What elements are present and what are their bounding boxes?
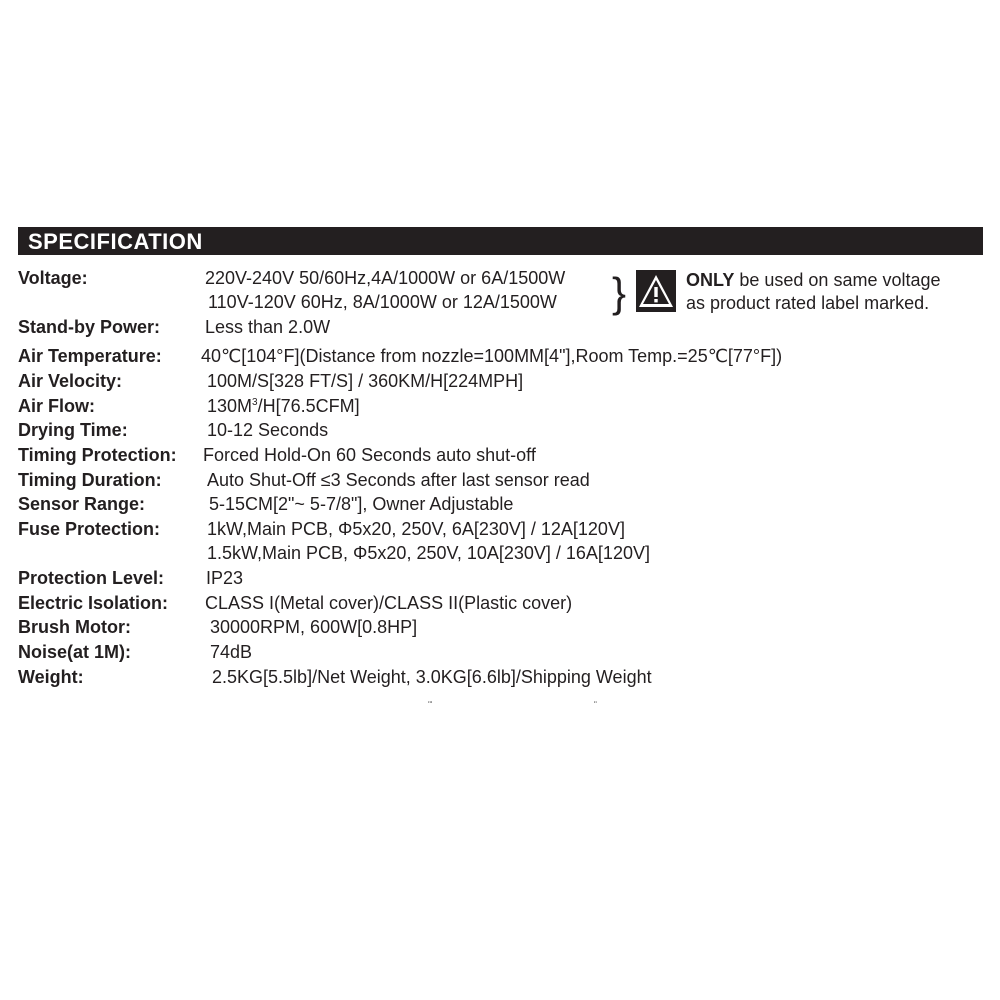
spec-label: Noise(at 1M):: [18, 642, 132, 662]
spec-row-noise: [0, 640, 1000, 664]
voltage-note-emphasis: ONLY: [686, 270, 735, 290]
spec-label: Fuse Protection:: [18, 519, 161, 539]
spec-row-weight: [0, 665, 1000, 689]
voltage-note-text: be used on same voltage: [734, 270, 941, 290]
cropped-text-remnants: [0, 700, 1000, 710]
spec-label: Air Temperature:: [18, 346, 162, 366]
specification-header: [18, 227, 983, 255]
spec-label: Drying Time:: [18, 420, 128, 440]
spec-label: Brush Motor:: [18, 617, 131, 637]
spec-value: 10-12 Seconds: [207, 420, 329, 440]
spec-label: Protection Level:: [18, 568, 165, 588]
spec-row-fuse-protection-line2: [0, 541, 1000, 565]
spec-value: 100M/S[328 FT/S] / 360KM/H[224MPH]: [207, 371, 524, 391]
spec-row-protection-level: [0, 566, 1000, 590]
spec-label: Sensor Range:: [18, 494, 146, 514]
spec-label: Stand-by Power:: [18, 317, 161, 337]
spec-label: Timing Protection:: [18, 445, 177, 465]
spec-row-air-temperature: [0, 344, 1000, 368]
stray-mark: ʹʺ: [428, 700, 433, 709]
spec-label: Timing Duration:: [18, 470, 162, 490]
spec-value: Less than 2.0W: [205, 317, 331, 337]
voltage-note-line2: as product rated label marked.: [686, 293, 930, 313]
spec-value: Auto Shut-Off ≤3 Seconds after last sensor read: [207, 470, 590, 490]
spec-row-sensor-range: [0, 492, 1000, 516]
spec-value: [207, 394, 360, 418]
spec-row-drying-time: [0, 418, 1000, 442]
spec-value: 110V-120V 60Hz, 8A/1000W or 12A/1500W: [208, 292, 557, 312]
spec-value: 5-15CM[2"~ 5-7/8"], Owner Adjustable: [209, 494, 514, 514]
spec-value: IP23: [206, 568, 244, 588]
air-flow-value: 130M: [207, 396, 253, 416]
stray-mark: ʺ: [594, 700, 597, 709]
spec-label: Electric Isolation:: [18, 593, 169, 613]
spec-row-timing-duration: [0, 468, 1000, 492]
air-flow-unit: /H[76.5CFM]: [257, 396, 360, 416]
spec-label: Weight:: [18, 667, 84, 687]
spec-row-fuse-protection: [0, 517, 1000, 541]
spec-value: 1kW,Main PCB, Φ5x20, 250V, 6A[230V] / 12A[120V]: [207, 519, 625, 539]
spec-row-air-velocity: [0, 369, 1000, 393]
spec-value: 220V-240V 50/60Hz,4A/1000W or 6A/1500W: [205, 268, 566, 288]
spec-row-standby-power: [0, 315, 1000, 339]
spec-row-electric-isolation: [0, 591, 1000, 615]
page-title: SPECIFICATION: [28, 229, 203, 254]
spec-label: Voltage:: [18, 268, 88, 288]
spec-value: 30000RPM, 600W[0.8HP]: [210, 617, 418, 637]
spec-label: Air Velocity:: [18, 371, 123, 391]
spec-value: 40℃[104°F](Distance from nozzle=100MM[4"],Room Temp.=25℃[77°F]): [201, 346, 783, 366]
spec-value: Forced Hold-On 60 Seconds auto shut-off: [203, 445, 536, 465]
brace-symbol: }: [612, 269, 627, 316]
voltage-note-line1: [686, 268, 941, 292]
spec-row-brush-motor: [0, 615, 1000, 639]
spec-value: 74dB: [210, 642, 253, 662]
spec-label: Air Flow:: [18, 396, 95, 416]
spec-value: 1.5kW,Main PCB, Φ5x20, 250V, 10A[230V] / 16A[120V]: [207, 543, 650, 563]
spec-row-air-flow: [0, 394, 1000, 418]
air-flow-exponent: 3: [252, 397, 258, 408]
spec-value: 2.5KG[5.5lb]/Net Weight, 3.0KG[6.6lb]/Shipping Weight: [212, 667, 652, 687]
spec-row-timing-protection: [0, 443, 1000, 467]
warning-triangle-icon: [636, 270, 676, 312]
spec-value: CLASS I(Metal cover)/CLASS II(Plastic cover): [205, 593, 573, 613]
